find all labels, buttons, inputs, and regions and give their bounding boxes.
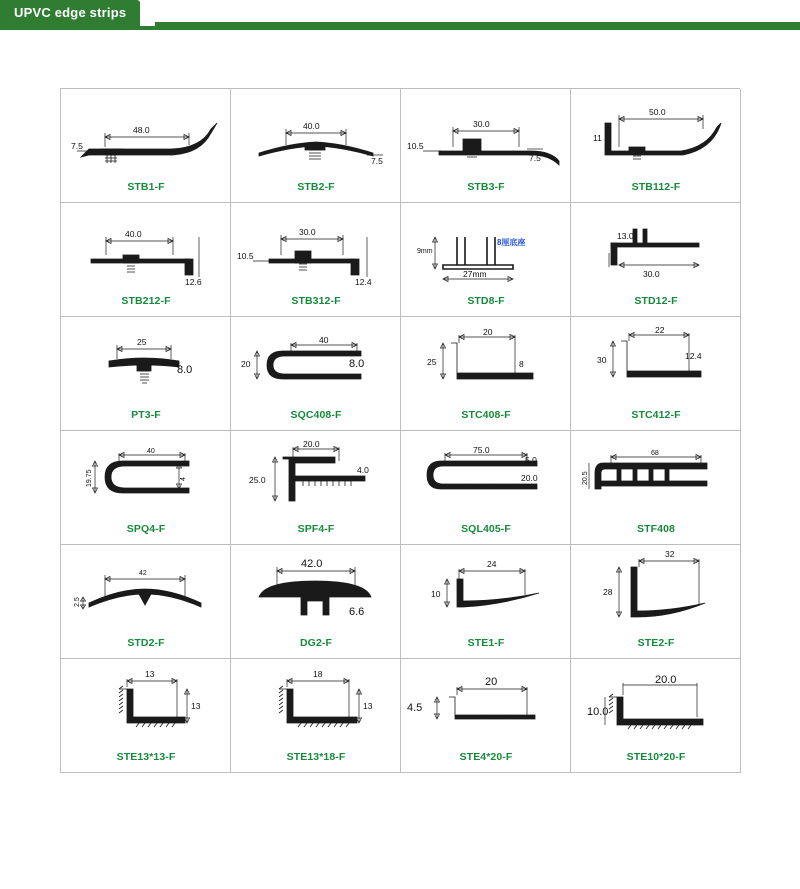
dim-label: 12.4 — [354, 277, 372, 287]
dim-label: 7.5 — [528, 153, 541, 163]
profile-drawing-stc412-f — [571, 317, 741, 403]
dim-label: 10.5 — [236, 251, 254, 261]
product-label: STF408 — [637, 523, 675, 535]
dim-label: 75.0 — [472, 445, 490, 455]
product-cell-pt3-f[interactable] — [61, 317, 231, 431]
dim-label: 10.0 — [586, 706, 608, 718]
page-title: UPVC edge strips — [0, 0, 140, 26]
dim-label: 5.0 — [524, 455, 537, 465]
product-cell-stb2-f[interactable] — [231, 89, 401, 203]
dim-label: 9mm — [416, 248, 433, 255]
profile-drawing-sqc408-f — [231, 317, 401, 403]
dim-label: 20.0 — [520, 473, 538, 483]
dim-label: 7.5 — [370, 156, 383, 166]
dim-label: 50.0 — [648, 107, 666, 117]
product-label: STD8-F — [467, 295, 505, 307]
product-label: STD2-F — [127, 637, 165, 649]
product-label: PT3-F — [131, 409, 161, 421]
dim-label: 20 — [482, 327, 492, 337]
dim-label: 8.0 — [348, 358, 364, 370]
dim-label: 25 — [136, 337, 146, 347]
product-cell-ste10x20-f[interactable] — [571, 659, 741, 773]
dim-label: 27mm — [462, 269, 487, 279]
product-label: STE10*20-F — [626, 751, 686, 763]
product-cell-sql405-f[interactable] — [401, 431, 571, 545]
dim-label: 22 — [654, 325, 664, 335]
product-label: STB312-F — [291, 295, 341, 307]
product-cell-ste2-f[interactable] — [571, 545, 741, 659]
profile-drawing-stb1-f — [61, 89, 231, 175]
product-cell-ste4x20-f[interactable] — [401, 659, 571, 773]
product-label: STE1-F — [467, 637, 505, 649]
profile-drawing-sql405-f — [401, 431, 571, 517]
product-cell-spq4-f[interactable] — [61, 431, 231, 545]
dim-label: 13 — [190, 701, 200, 711]
dim-label: 28 — [602, 587, 612, 597]
product-label: SQL405-F — [461, 523, 511, 535]
dim-label: 30.0 — [472, 119, 490, 129]
product-cell-ste1-f[interactable] — [401, 545, 571, 659]
product-cell-ste13x13-f[interactable] — [61, 659, 231, 773]
product-label: SPF4-F — [297, 523, 335, 535]
dim-label: 20 — [484, 676, 497, 688]
dim-label: 10.5 — [406, 141, 424, 151]
product-label: STB1-F — [127, 181, 165, 193]
dim-label: 20.5 — [581, 471, 589, 485]
dim-label: 20.0 — [654, 674, 676, 686]
product-grid — [60, 88, 740, 773]
profile-drawing-ste13x18-f — [231, 659, 401, 745]
note-label: 8厘底座 — [496, 238, 525, 247]
dim-label: 6.6 — [348, 606, 364, 618]
product-label: STB3-F — [467, 181, 505, 193]
product-cell-stb1-f[interactable] — [61, 89, 231, 203]
dim-label: 32 — [664, 549, 674, 559]
profile-drawing-ste13x13-f — [61, 659, 231, 745]
dim-label: 13 — [144, 669, 154, 679]
profile-drawing-std12-f — [571, 203, 741, 289]
product-label: STE13*13-F — [116, 751, 176, 763]
product-cell-stc408-f[interactable] — [401, 317, 571, 431]
dim-label: 40.0 — [302, 121, 320, 131]
product-cell-dg2-f[interactable] — [231, 545, 401, 659]
product-cell-stb212-f[interactable] — [61, 203, 231, 317]
dim-label: 12.6 — [184, 277, 202, 287]
product-label: STE2-F — [637, 637, 675, 649]
dim-label: 8 — [518, 359, 524, 369]
profile-drawing-stb312-f — [231, 203, 401, 289]
profile-drawing-stb3-f — [401, 89, 571, 175]
product-label: DG2-F — [300, 637, 332, 649]
dim-label: 30.0 — [642, 269, 660, 279]
dim-label: 12.4 — [684, 351, 702, 361]
dim-label: 24 — [486, 559, 496, 569]
dim-label: 40 — [318, 335, 328, 345]
profile-drawing-pt3-f — [61, 317, 231, 403]
profile-drawing-dg2-f — [231, 545, 401, 631]
dim-label: 8.0 — [176, 364, 192, 376]
product-cell-stb112-f[interactable] — [571, 89, 741, 203]
dim-label: 18 — [312, 669, 322, 679]
product-label: STC408-F — [461, 409, 511, 421]
dim-label: 40.0 — [124, 229, 142, 239]
profile-drawing-spf4-f — [231, 431, 401, 517]
dim-label: 4 — [179, 477, 187, 481]
profile-drawing-stb112-f — [571, 89, 741, 175]
dim-label: 20 — [240, 359, 250, 369]
dim-label: 25.0 — [248, 475, 266, 485]
profile-drawing-stb212-f — [61, 203, 231, 289]
product-label: STB2-F — [297, 181, 335, 193]
product-cell-ste13x18-f[interactable] — [231, 659, 401, 773]
profile-drawing-ste1-f — [401, 545, 571, 631]
dim-label: 4.0 — [356, 465, 369, 475]
header-divider-line — [0, 26, 800, 30]
product-label: STB212-F — [121, 295, 171, 307]
product-label: SQC408-F — [290, 409, 342, 421]
dim-label: 40 — [146, 448, 155, 455]
profile-drawing-ste2-f — [571, 545, 741, 631]
dim-label: 20.0 — [302, 439, 320, 449]
product-cell-sqc408-f[interactable] — [231, 317, 401, 431]
profile-drawing-std8-f — [401, 203, 571, 289]
product-cell-stb312-f[interactable] — [231, 203, 401, 317]
dim-label: 4.5 — [406, 702, 422, 714]
dim-label: 30 — [596, 355, 606, 365]
header-top-line — [155, 22, 800, 26]
product-label: STC412-F — [631, 409, 681, 421]
product-label: SPQ4-F — [126, 523, 166, 535]
page-header — [0, 0, 800, 32]
dim-label: 42 — [138, 570, 147, 577]
dim-label: 7.5 — [70, 141, 83, 151]
product-label: STB112-F — [631, 181, 681, 193]
profile-drawing-ste10x20-f — [571, 659, 741, 745]
dim-label: 13 — [362, 701, 372, 711]
product-cell-spf4-f[interactable] — [231, 431, 401, 545]
dim-label: 42.0 — [300, 558, 322, 570]
product-label: STD12-F — [634, 295, 678, 307]
product-cell-stf408[interactable] — [571, 431, 741, 545]
dim-label: 48.0 — [132, 125, 150, 135]
profile-drawing-ste4x20-f — [401, 659, 571, 745]
product-label: STE13*18-F — [286, 751, 346, 763]
dim-label: 2.5 — [73, 597, 81, 607]
dim-label: 19.75 — [85, 469, 93, 487]
dim-label: 68 — [650, 450, 659, 457]
dim-label: 10 — [430, 589, 440, 599]
profile-drawing-stf408 — [571, 431, 741, 517]
product-cell-stb3-f[interactable] — [401, 89, 571, 203]
dim-label: 30.0 — [298, 227, 316, 237]
product-cell-std12-f[interactable] — [571, 203, 741, 317]
product-cell-stc412-f[interactable] — [571, 317, 741, 431]
product-label: STE4*20-F — [459, 751, 513, 763]
profile-drawing-spq4-f — [61, 431, 231, 517]
profile-drawing-stc408-f — [401, 317, 571, 403]
product-cell-std2-f[interactable] — [61, 545, 231, 659]
profile-drawing-std2-f — [61, 545, 231, 631]
product-cell-std8-f[interactable] — [401, 203, 571, 317]
profile-drawing-stb2-f — [231, 89, 401, 175]
dim-label: 11 — [592, 133, 602, 143]
dim-label: 25 — [426, 357, 436, 367]
dim-label: 13.0 — [616, 231, 634, 241]
